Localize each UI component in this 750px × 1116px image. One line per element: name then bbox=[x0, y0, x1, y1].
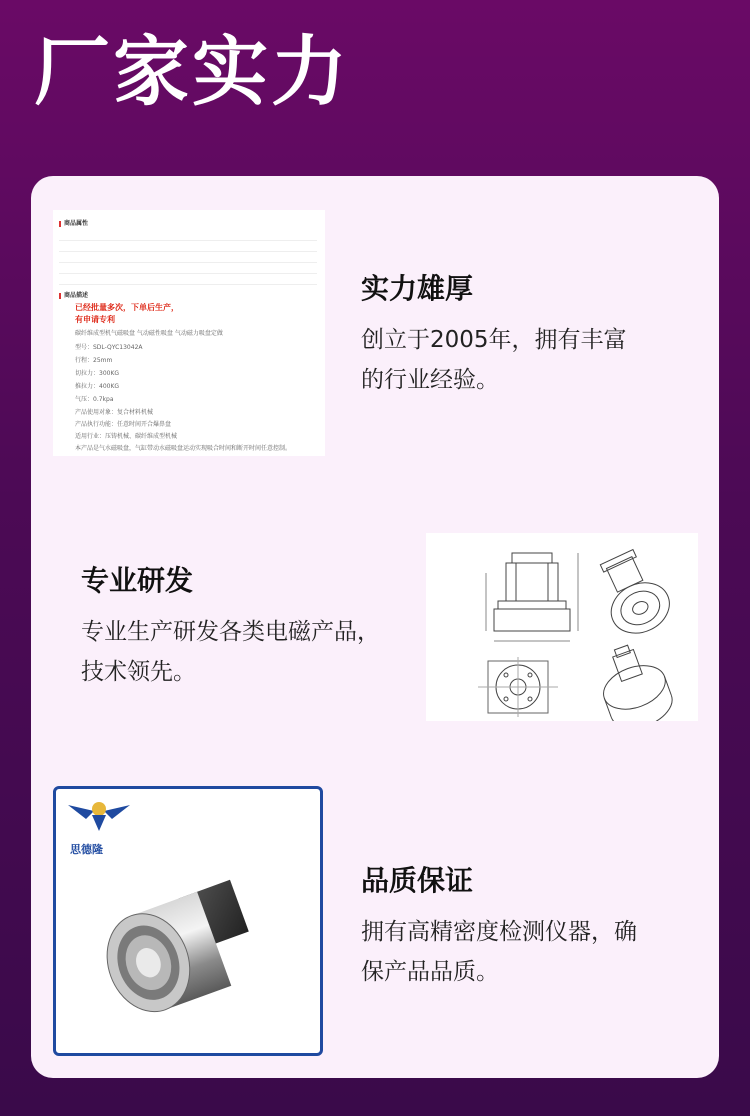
spec-section-description: 商品描述 bbox=[59, 290, 88, 299]
product-photo bbox=[53, 786, 323, 1056]
desc-line: 保产品品质。 bbox=[361, 958, 499, 985]
spec-line: 碳纤维成型机气磁吸盘 气动磁性吸盘 气动磁力吸盘定做 bbox=[75, 330, 223, 337]
brand-name: 思德隆 bbox=[70, 843, 103, 856]
spec-line: 本产品是气水磁吸盘，气缸带动水磁吸盘运动实现吸合时间和断开时间任意控制。 bbox=[75, 445, 292, 452]
page-title: 厂家实力 bbox=[34, 27, 350, 116]
section-heading: 专业研发 bbox=[81, 564, 194, 597]
section-strength bbox=[361, 272, 627, 400]
spec-line: 适用行业：压铸机械、碳纤维成型机械 bbox=[75, 433, 178, 440]
product-illustration bbox=[56, 789, 320, 1053]
section-desc bbox=[81, 612, 380, 692]
section-desc bbox=[361, 912, 637, 992]
spec-line: 产品使用对象：复合材料机械 bbox=[75, 409, 154, 416]
section-rnd bbox=[81, 564, 380, 692]
technical-drawing-image bbox=[426, 533, 698, 721]
desc-line: 拥有高精密度检测仪器，确 bbox=[361, 918, 637, 945]
spec-line: 型号：SDL-QYC13042A bbox=[75, 344, 143, 351]
section-heading: 品质保证 bbox=[361, 864, 474, 897]
desc-line: 创立于2005年，拥有丰富 bbox=[361, 326, 627, 353]
desc-line: 专业生产研发各类电磁产品， bbox=[81, 618, 380, 645]
eagle-logo-icon bbox=[68, 802, 130, 831]
section-heading: 实力雄厚 bbox=[361, 272, 474, 305]
section-quality bbox=[361, 864, 637, 992]
content-card bbox=[31, 176, 719, 1078]
desc-line: 技术领先。 bbox=[81, 658, 196, 685]
technical-drawing-illustration bbox=[426, 533, 698, 721]
section-desc bbox=[361, 320, 627, 400]
desc-line: 的行业经验。 bbox=[361, 366, 499, 393]
spec-line: 推拉力：400KG bbox=[75, 383, 120, 390]
product-spec-screenshot bbox=[53, 210, 325, 456]
spec-red-line-1: 已经批量多次，下单后生产， bbox=[75, 303, 179, 312]
spec-line: 切拉力：300KG bbox=[75, 370, 120, 377]
spec-line: 气压：0.7kpa bbox=[75, 396, 114, 403]
spec-section-attributes: 商品属性 bbox=[59, 218, 88, 227]
spec-line: 产品执行功能：任意时间开合爆鼻盘 bbox=[75, 421, 172, 428]
spec-red-line-2: 有申请专利 bbox=[75, 315, 115, 324]
spec-line: 行程：25mm bbox=[75, 357, 113, 364]
